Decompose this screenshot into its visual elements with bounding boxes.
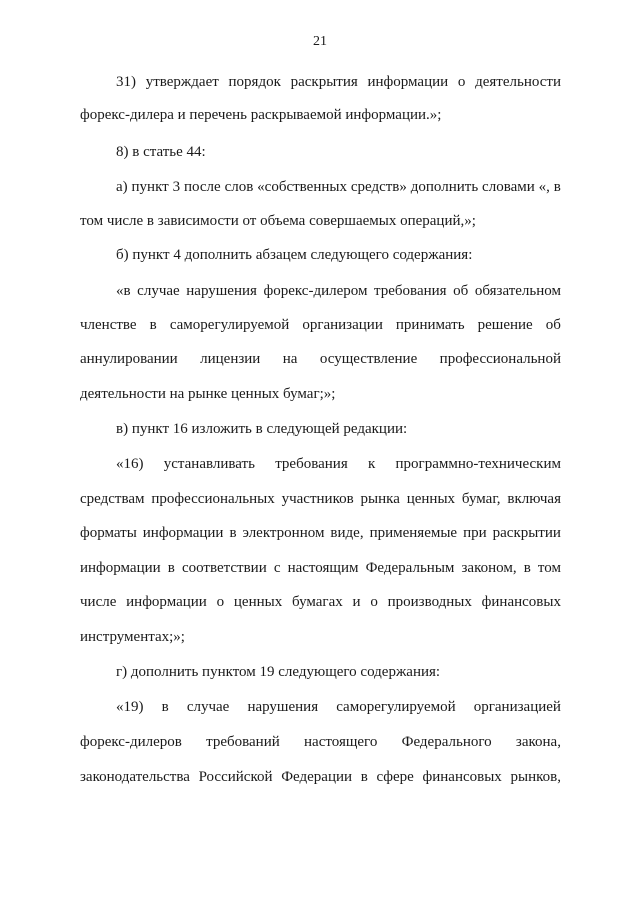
- word: программно-техническим: [395, 456, 561, 472]
- word: об: [453, 283, 469, 299]
- word: на: [282, 351, 298, 367]
- text-line: [80, 524, 561, 542]
- word: о: [216, 594, 225, 610]
- word: в: [161, 699, 169, 715]
- word: Федерального: [401, 734, 492, 750]
- word: бумагах: [292, 594, 343, 610]
- word: настоящим: [287, 560, 359, 576]
- word: дополнить: [410, 179, 479, 195]
- word: производных: [387, 594, 472, 610]
- word: требований: [206, 734, 280, 750]
- word: пункт: [131, 179, 169, 195]
- text-line: [116, 282, 561, 300]
- word: и: [352, 594, 361, 610]
- word: случае: [137, 283, 180, 299]
- page-number: 21: [313, 34, 327, 49]
- word: аннулировании: [80, 351, 178, 367]
- word: раскрытии: [492, 525, 561, 541]
- word: нарушения: [186, 283, 257, 299]
- word: после: [183, 179, 221, 195]
- word: финансовых: [481, 594, 561, 610]
- word: саморегулируемой: [336, 699, 456, 715]
- word: том: [537, 560, 561, 576]
- word: обязательном: [474, 283, 561, 299]
- word: Российской: [198, 769, 273, 785]
- word: деятельности: [475, 74, 561, 90]
- word: членстве: [80, 317, 137, 333]
- word: информации: [80, 560, 161, 576]
- text-line: [80, 316, 561, 334]
- word: информации: [367, 74, 449, 90]
- word: слов: [224, 179, 254, 195]
- word: случае: [186, 699, 230, 715]
- word: словами: [482, 179, 535, 195]
- word: при: [463, 525, 487, 541]
- text-line: деятельности на рынке ценных бумаг;»;: [80, 386, 336, 402]
- word: в: [167, 560, 175, 576]
- text-line: [80, 350, 561, 368]
- word: утверждает: [145, 74, 219, 90]
- word: рынков,: [510, 769, 561, 785]
- word: бумаг,: [461, 491, 501, 507]
- word: к: [367, 456, 376, 472]
- word: 31): [116, 74, 136, 90]
- word: средств»: [350, 179, 407, 195]
- word: с: [273, 560, 281, 576]
- word: числе: [80, 594, 117, 610]
- word: 3: [172, 179, 181, 195]
- word: форекс-дилеров: [80, 734, 182, 750]
- word: организацией: [473, 699, 561, 715]
- text-line: инструментах;»;: [80, 629, 185, 645]
- word: в: [360, 769, 368, 785]
- word: форматы: [80, 525, 137, 541]
- word: «в: [116, 283, 131, 299]
- word: в: [523, 560, 531, 576]
- word: о: [457, 74, 466, 90]
- word: принимать: [395, 317, 465, 333]
- word: «19): [116, 699, 144, 715]
- word: Федерации: [281, 769, 353, 785]
- word: «собственных: [257, 179, 347, 195]
- word: законом,: [461, 560, 517, 576]
- word: электронном: [242, 525, 325, 541]
- word: профессиональной: [439, 351, 561, 367]
- word: участников: [281, 491, 354, 507]
- word: настоящего: [304, 734, 378, 750]
- word: профессиональных: [151, 491, 275, 507]
- word: осуществление: [319, 351, 418, 367]
- word: форекс-дилером: [263, 283, 368, 299]
- text-line: [80, 559, 561, 577]
- text-line: [116, 455, 561, 473]
- word: устанавливать: [163, 456, 255, 472]
- word: информации: [126, 594, 207, 610]
- word: закона,: [515, 734, 561, 750]
- text-line: том числе в зависимости от объема совершаемых операций,»;: [80, 213, 476, 229]
- word: раскрытия: [290, 74, 358, 90]
- word: в: [149, 317, 157, 333]
- word: а): [116, 179, 128, 195]
- text-line: форекс-дилера и перечень раскрываемой информации.»;: [80, 107, 442, 123]
- word: об: [545, 317, 561, 333]
- word: в: [553, 179, 561, 195]
- word: информации: [142, 525, 224, 541]
- word: виде,: [330, 525, 364, 541]
- word: «16): [116, 456, 144, 472]
- text-line: [80, 768, 561, 786]
- word: решение: [477, 317, 533, 333]
- text-line: б) пункт 4 дополнить абзацем следующего содержания:: [116, 247, 473, 263]
- word: рынка: [360, 491, 400, 507]
- text-line: [116, 73, 561, 91]
- text-line: 8) в статье 44:: [116, 144, 206, 160]
- word: «,: [538, 179, 550, 195]
- text-line: г) дополнить пунктом 19 следующего содержания:: [116, 664, 441, 680]
- word: саморегулируемой: [169, 317, 290, 333]
- word: лицензии: [200, 351, 261, 367]
- text-line: [116, 698, 561, 716]
- word: сфере: [376, 769, 414, 785]
- word: в: [229, 525, 237, 541]
- word: ценных: [233, 594, 283, 610]
- word: требования: [275, 456, 348, 472]
- text-line: [80, 733, 561, 751]
- word: порядок: [228, 74, 281, 90]
- word: соответствии: [181, 560, 267, 576]
- word: нарушения: [247, 699, 319, 715]
- word: финансовых: [422, 769, 502, 785]
- word: включая: [507, 491, 561, 507]
- text-line: в) пункт 16 изложить в следующей редакции:: [116, 421, 408, 437]
- text-line: [80, 490, 561, 508]
- word: требования: [374, 283, 447, 299]
- word: Федеральным: [365, 560, 455, 576]
- text-line: [80, 593, 561, 611]
- word: применяемые: [369, 525, 458, 541]
- word: средствам: [80, 491, 145, 507]
- word: законодательства: [80, 769, 190, 785]
- word: о: [370, 594, 378, 610]
- word: организации: [302, 317, 383, 333]
- text-line: [116, 178, 561, 196]
- word: ценных: [406, 491, 456, 507]
